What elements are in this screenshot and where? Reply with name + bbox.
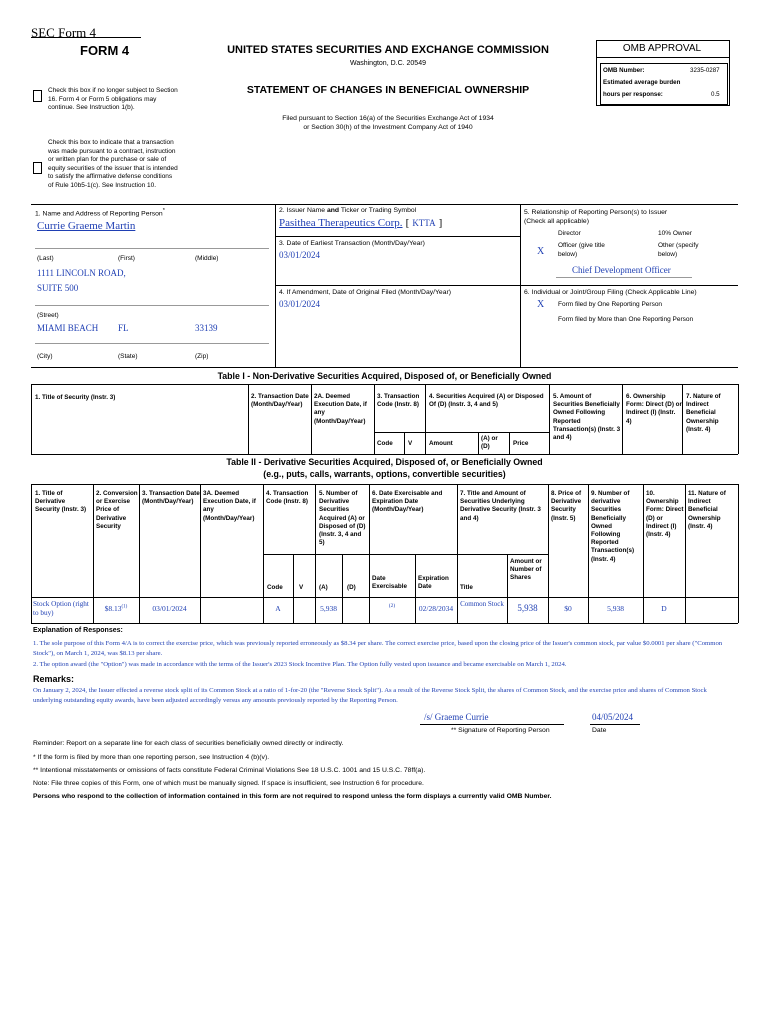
date-label: Date <box>592 727 607 734</box>
sec-form-label: SEC Form 4 <box>31 25 97 40</box>
t1-col7-header: 7. Nature of Indirect Beneficial Ownership (Instr. 4) <box>686 393 721 433</box>
t2-row-owned: 5,938 <box>607 604 624 613</box>
rule-10b5-1-checkbox[interactable] <box>33 162 42 174</box>
officer-label <box>558 242 605 259</box>
footer-instruction-4: * If the form is filed by more than one reporting person, see Instruction 4 (b)(v). <box>33 754 270 761</box>
t1-sub-v: V <box>408 440 413 447</box>
omb-title: OMB APPROVAL <box>622 43 702 54</box>
address-line-1: 1111 LINCOLN ROAD, <box>37 268 126 278</box>
box4-label: 4. If Amendment, Date of Original Filed (Month/Day/Year) <box>279 289 452 296</box>
t1-col5-header: 5. Amount of Securities Beneficially Owned Following Reported Transaction(s) (Instr. 3 and 4) <box>553 393 621 442</box>
t2-col2-header: 2. Conversion or Exercise Price of Derivative Security <box>96 490 138 530</box>
footer-omb-notice: Persons who respond to the collection of information contained in this form are not required to respond unless the form displays a currently valid OMB Number. <box>33 793 552 800</box>
t2-row-code: A <box>275 604 281 613</box>
explanation-2: 2. The option award (the "Option") was made in accordance with the terms of the Issuer's 2023 Stock Incentive Plan. The Option fully vested upon issuance and became exercisable on March 1, 2024. <box>33 661 567 668</box>
box5-label-2: (Check all applicable) <box>524 218 589 225</box>
t2-col5-header: 5. Number of Derivative Securities Acquired (A) or Disposed of (D) (Instr. 3, 4 and 5) <box>319 490 366 547</box>
city-label: (City) <box>37 353 53 360</box>
t2-sub-v: V <box>299 584 304 591</box>
t1-col3-header: 3. Transaction Code (Instr. 8) <box>377 393 420 409</box>
t1-sub-amount: Amount <box>429 440 453 447</box>
box1-label <box>35 208 165 217</box>
other-label-2: below) <box>658 250 678 258</box>
table2-title-line-1: Table II - Derivative Securities Acquired, Disposed of, or Beneficially Owned <box>226 457 543 467</box>
agency-title: UNITED STATES SECURITIES AND EXCHANGE COMMISSION <box>227 44 549 56</box>
section16-checkbox-text: Check this box if no longer subject to Section 16. Form 4 or Form 5 obligations may continue. See Instruction 1(b). <box>48 87 178 111</box>
t2-row-conversion-price <box>93 604 139 613</box>
section16-checkbox[interactable] <box>33 90 42 102</box>
ten-percent-owner-label: 10% Owner <box>658 230 692 237</box>
t2-sub-a: (A) <box>319 584 328 591</box>
issuer-name-link[interactable]: Pasithea Therapeutics Corp. <box>279 217 403 229</box>
t2-col1-header: 1. Title of Derivative Security (Instr. 3) <box>35 490 87 514</box>
omb-burden-label-2: hours per response: <box>603 91 663 98</box>
t2-row-conversion-footnote[interactable]: (1) <box>121 604 128 610</box>
box2-label <box>279 207 416 214</box>
t2-sub-date-exercisable: Date Exercisable <box>372 575 408 591</box>
footer-reminder: Reminder: Report on a separate line for each class of securities beneficially owned directly or indirectly. <box>33 740 344 747</box>
t2-col11-header: 11. Nature of Indirect Beneficial Ownership (Instr. 4) <box>688 490 726 530</box>
remarks-text: On January 2, 2024, the Issuer effected a reverse stock split of its Common Stock at a ratio of 1-for-20 (the "Reverse Stock Split"). As a result of the Reverse Stock Split, the shares of Common Stock, and the exercise price and shares of Common Stock underlying outstanding equity awards, have been adjusted accordingly versus any amounts previously reported by the Reporting Person. <box>33 687 707 704</box>
box6-label: 6. Individual or Joint/Group Filing (Check Applicable Line) <box>524 289 697 296</box>
zip-label: (Zip) <box>195 353 209 360</box>
box2-label-a: 2. Issuer Name <box>279 207 327 214</box>
t2-col6-header: 6. Date Exercisable and Expiration Date (Month/Day/Year) <box>372 490 443 514</box>
footer-note: Note: File three copies of this Form, one of which must be manually signed. If space is insufficient, see Instruction 6 for procedure. <box>33 780 424 787</box>
other-label <box>658 242 698 259</box>
state-value: FL <box>118 323 129 333</box>
t2-row-underlying-amount: 5,938 <box>517 603 538 613</box>
t2-col3a-header: 3A. Deemed Execution Date, if any (Month/Day/Year) <box>203 490 256 522</box>
box1-label-text: 1. Name and Address of Reporting Person <box>35 210 163 218</box>
t1-sub-price: Price <box>513 440 529 447</box>
t2-sub-d: (D) <box>347 584 356 591</box>
t2-row-transaction-date: 03/01/2024 <box>152 604 187 613</box>
t2-sub-expiration-date: Expiration Date <box>418 575 449 591</box>
filed-pursuant <box>190 114 586 132</box>
t2-col8-header: 8. Price of Derivative Security (Instr. 5) <box>551 490 582 522</box>
t1-col2-header: 2. Transaction Date (Month/Day/Year) <box>251 393 309 409</box>
street-label: (Street) <box>37 312 59 319</box>
t2-sub-amount: Amount or Number of Shares <box>510 558 542 582</box>
multiple-persons-label: Form filed by More than One Reporting Person <box>558 316 694 323</box>
remarks-title: Remarks: <box>33 674 75 684</box>
t2-row-expiration-date: 02/28/2034 <box>418 604 454 613</box>
t1-col2a-header: 2A. Deemed Execution Date, if any (Month/Day/Year) <box>314 393 367 425</box>
explanation-title: Explanation of Responses: <box>33 627 123 634</box>
state-label: (State) <box>118 353 138 360</box>
t2-sub-code: Code <box>267 584 283 591</box>
officer-title: Chief Development Officer <box>572 265 671 275</box>
omb-number-value: 3235-0287 <box>690 67 720 74</box>
t2-col9-header: 9. Number of derivative Securities Beneficially Owned Following Reported Transaction(s) (Instr. 4) <box>591 490 635 563</box>
director-label: Director <box>558 230 581 237</box>
t1-col4-header: 4. Securities Acquired (A) or Disposed Of (D) (Instr. 3, 4 and 5) <box>429 393 544 409</box>
t1-col6-header: 6. Ownership Form: Direct (D) or Indirect (I) (Instr. 4) <box>626 393 682 425</box>
table2-title-line-2: (e.g., puts, calls, warrants, options, convertible securities) <box>263 468 506 479</box>
t2-col3-header: 3. Transaction Date (Month/Day/Year) <box>142 490 200 506</box>
other-label-1: Other (specify <box>658 242 699 249</box>
form-title: FORM 4 <box>80 43 130 58</box>
t2-row-ownership-form: D <box>661 604 667 613</box>
explanation-1: 1. The sole purpose of this Form 4/A is to correct the exercise price, which was previously reported erroneously as $8.34 per share. The correct exercise price, based upon the closing price of the Issuer's common stock, par value $0.0001 per share ("Common Stock"), on March 1, 2024, was $8.13 per share. <box>33 640 723 657</box>
city-value: MIAMI BEACH <box>37 323 99 333</box>
signature-label: ** Signature of Reporting Person <box>451 727 550 734</box>
footer-misstatements: ** Intentional misstatements or omissions of facts constitute Federal Criminal Violations See 18 U.S.C. 1001 and 15 U.S.C. 78ff(a). <box>33 767 426 774</box>
amendment-date: 03/01/2024 <box>279 299 321 309</box>
statement-title: STATEMENT OF CHANGES IN BENEFICIAL OWNERSHIP <box>246 84 530 96</box>
ticker-close: ] <box>438 217 443 229</box>
t2-sub-title: Title <box>460 584 473 591</box>
officer-label-1: Officer (give title <box>558 242 605 249</box>
ticker-open: [ <box>405 217 410 229</box>
table1-title: Table I - Non-Derivative Securities Acquired, Disposed of, or Beneficially Owned <box>217 371 552 381</box>
t2-row-conversion-price-value: $8.13 <box>104 604 122 613</box>
one-person-label: Form filed by One Reporting Person <box>558 301 663 308</box>
box3-label: 3. Date of Earliest Transaction (Month/Day/Year) <box>279 240 425 247</box>
t2-row-title: Stock Option (right to buy) <box>33 600 89 617</box>
signature-date: 04/05/2024 <box>592 712 634 722</box>
omb-burden-value: 0.5 <box>711 91 720 98</box>
t1-col1-header: 1. Title of Security (Instr. 3) <box>35 394 116 401</box>
t2-col4-header: 4. Transaction Code (Instr. 8) <box>266 490 309 506</box>
t2-col10-header: 10. Ownership Form: Direct (D) or Indirect (I) (Instr. 4) <box>646 490 684 539</box>
t2-row-date-exercisable[interactable]: (2) <box>388 603 396 609</box>
issuer-line <box>279 217 442 229</box>
agency-location: Washington, D.C. 20549 <box>349 60 426 67</box>
box1-label-star: * <box>162 208 165 214</box>
reporting-person-name[interactable]: Currie Graeme Martin <box>37 220 136 232</box>
t2-row-price: $0 <box>564 604 572 613</box>
t1-sub-a-or-d: (A) or (D) <box>481 435 498 451</box>
officer-checkmark[interactable]: X <box>537 246 545 257</box>
first-label: (First) <box>118 255 135 262</box>
box5-label-1: 5. Relationship of Reporting Person(s) to Issuer <box>524 209 668 216</box>
officer-label-2: below) <box>558 250 578 258</box>
t2-col7-header: 7. Title and Amount of Securities Underlying Derivative Security (Instr. 3 and 4) <box>460 490 541 522</box>
filed-pursuant-line-1: Filed pursuant to Section 16(a) of the Securities Exchange Act of 1934 <box>282 115 494 122</box>
one-person-checkmark[interactable]: X <box>537 299 545 310</box>
omb-burden-label-1: Estimated average burden <box>603 79 681 86</box>
middle-label: (Middle) <box>195 255 219 262</box>
box5-label <box>524 208 667 226</box>
filed-pursuant-line-2: or Section 30(h) of the Investment Company Act of 1940 <box>303 124 473 131</box>
address-line-2: SUITE 500 <box>37 283 79 293</box>
earliest-transaction-date: 03/01/2024 <box>279 250 321 260</box>
last-label: (Last) <box>37 255 54 262</box>
ticker-symbol: KTTA <box>412 218 436 228</box>
signature-name: /s/ Graeme Currie <box>424 712 489 722</box>
zip-value: 33139 <box>195 323 218 333</box>
table2-title <box>31 457 738 480</box>
omb-number-label: OMB Number: <box>603 67 645 74</box>
box2-label-and: and <box>326 207 340 214</box>
t2-row-underlying-title: Common Stock <box>460 600 504 608</box>
box2-label-b: Ticker or Trading Symbol <box>339 207 417 214</box>
rule-10b5-1-text: Check this box to indicate that a transaction was made pursuant to a contract, instruction or written plan for the purchase or sale of equity securities of the issuer that is intended to satisfy the affirmative defense conditions of Rule 10b5-1(c). See Instruction 10. <box>48 139 178 189</box>
t2-row-acquired: 5,938 <box>320 604 337 613</box>
t1-sub-code: Code <box>377 440 393 447</box>
